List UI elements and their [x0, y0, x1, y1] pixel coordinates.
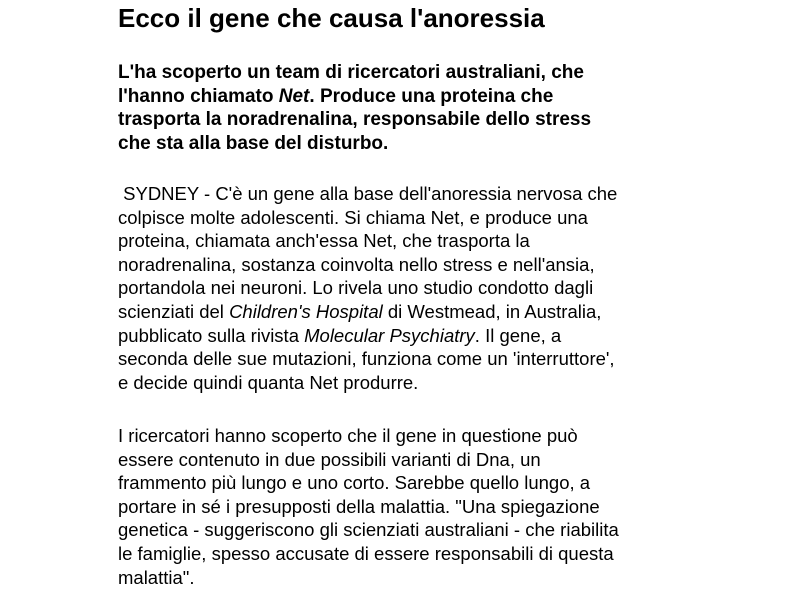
body-paragraph-2 [118, 424, 619, 589]
paragraph-line: le famiglie, spesso accusate di essere responsabili di questa [118, 542, 614, 564]
paragraph-line: frammento più lungo e uno corto. Sarebbe quello lungo, a [118, 472, 591, 494]
lead-line: l'hanno chiamato Net. Produce una proteina che [118, 85, 554, 107]
paragraph-line: scienziati del Children's Hospital di Westmead, in Australia, [118, 300, 602, 322]
article-lead [118, 61, 591, 155]
paragraph-line: SYDNEY - C'è un gene alla base dell'anoressia nervosa che [118, 183, 618, 204]
paragraph-line: essere contenuto in due possibili varianti di Dna, un [118, 448, 541, 470]
body-paragraph-1 [118, 182, 617, 394]
paragraph-line: I ricercatori hanno scoperto che il gene in questione può [118, 425, 578, 446]
lead-line: che sta alla base del disturbo. [118, 132, 389, 154]
paragraph-line: genetica - suggeriscono gli scienziati australiani - che riabilita [118, 519, 619, 541]
paragraph-line: portandola nei neuroni. Lo rivela uno studio condotto dagli [118, 277, 594, 299]
paragraph-line: noradrenalina, sostanza coinvolta nello stress e nell'ansia, [118, 253, 595, 275]
paragraph-line: colpisce molte adolescenti. Si chiama Net, e produce una [118, 206, 588, 228]
paragraph-line: e decide quindi quanta Net produrre. [118, 371, 419, 393]
paragraph-line: seconda delle sue mutazioni, funziona come un 'interruttore', [118, 348, 615, 370]
lead-line: trasporta la noradrenalina, responsabile dello stress [118, 109, 592, 130]
article-headline: Ecco il gene che causa l'anoressia [118, 3, 545, 33]
paragraph-line: proteina, chiamata anch'essa Net, che trasporta la [118, 230, 530, 252]
paragraph-line: malattia". [118, 566, 195, 588]
paragraph-line: portare in sé i presupposti della malattia. "Una spiegazione [118, 495, 600, 517]
paragraph-line: pubblicato sulla rivista Molecular Psychiatry. Il gene, a [118, 324, 562, 346]
lead-line: L'ha scoperto un team di ricercatori australiani, che [118, 62, 584, 83]
